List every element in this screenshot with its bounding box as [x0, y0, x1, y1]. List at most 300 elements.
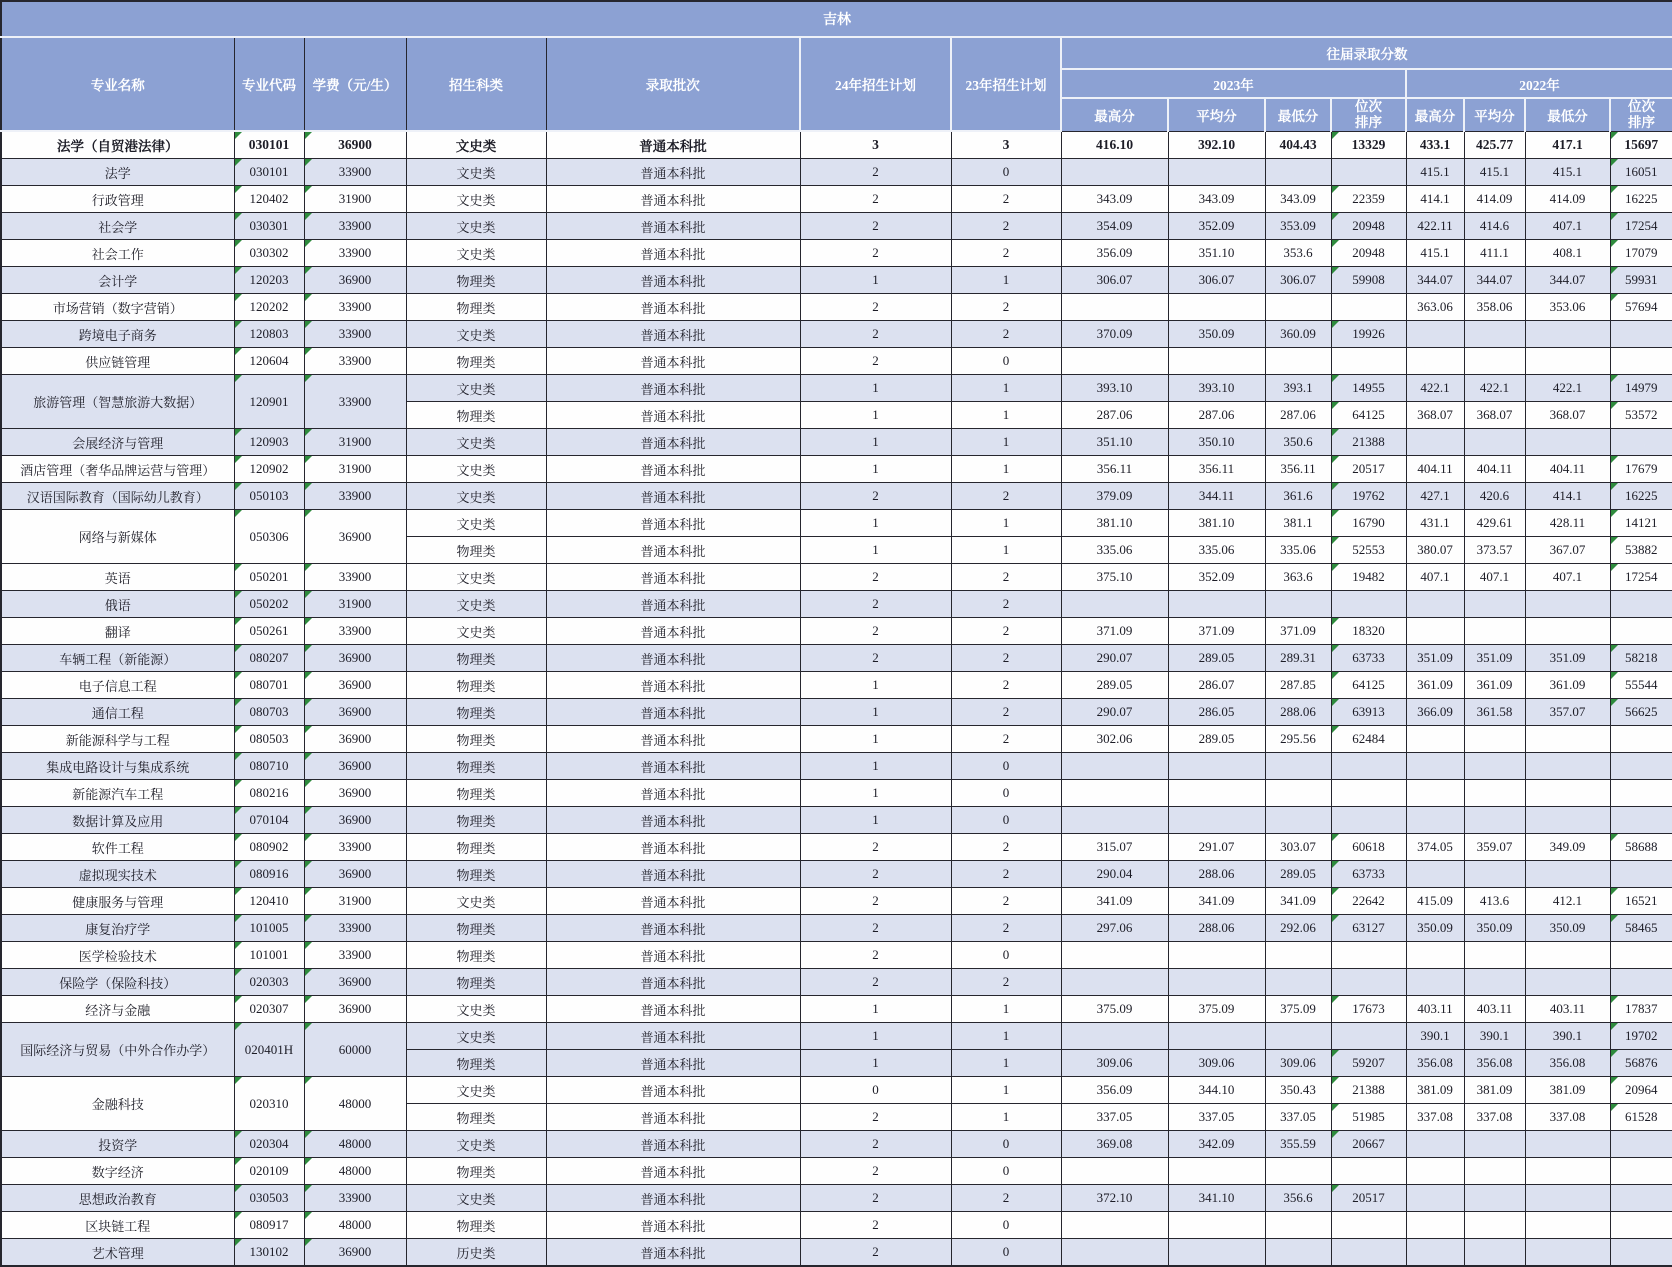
cell-plan24: 2 — [800, 591, 951, 618]
cell-2022-min: 428.11 — [1525, 510, 1610, 537]
table-row — [1, 780, 1672, 807]
cell-batch: 普通本科批 — [546, 213, 800, 240]
cell-2022-avg: 359.07 — [1464, 834, 1525, 861]
cell-category: 物理类 — [406, 969, 546, 996]
cell-batch: 普通本科批 — [546, 1104, 800, 1131]
cell-fee: 48000 — [304, 1158, 406, 1185]
cell-2022-max: 431.1 — [1406, 510, 1464, 537]
cell-major: 英语 — [1, 564, 234, 591]
cell-2022-min: 417.1 — [1525, 131, 1610, 159]
cell-fee: 33900 — [304, 564, 406, 591]
cell-plan24: 1 — [800, 699, 951, 726]
cell-major: 新能源汽车工程 — [1, 780, 234, 807]
col-header-2023-rank: 位次排序 — [1331, 98, 1406, 131]
cell-2023-rank: 63733 — [1331, 645, 1406, 672]
cell-plan23: 2 — [951, 1185, 1061, 1212]
cell-category: 物理类 — [406, 753, 546, 780]
cell-2022-max: 415.1 — [1406, 159, 1464, 186]
cell-2022-min — [1525, 1131, 1610, 1158]
table-body — [1, 131, 1672, 1266]
cell-category: 文史类 — [406, 240, 546, 267]
cell-code: 120901 — [234, 375, 304, 429]
cell-batch: 普通本科批 — [546, 780, 800, 807]
cell-major: 软件工程 — [1, 834, 234, 861]
cell-2023-min: 288.06 — [1265, 699, 1331, 726]
cell-fee: 36900 — [304, 645, 406, 672]
cell-2022-avg: 429.61 — [1464, 510, 1525, 537]
cell-code: 020310 — [234, 1077, 304, 1131]
table-row — [1, 213, 1672, 240]
cell-2023-avg: 306.07 — [1168, 267, 1265, 294]
cell-2022-min — [1525, 861, 1610, 888]
cell-fee: 36900 — [304, 807, 406, 834]
cell-code: 050306 — [234, 510, 304, 564]
cell-2023-min — [1265, 591, 1331, 618]
cell-2023-max: 341.09 — [1061, 888, 1168, 915]
cell-category: 物理类 — [406, 915, 546, 942]
cell-2023-rank: 59207 — [1331, 1050, 1406, 1077]
cell-2022-avg: 344.07 — [1464, 267, 1525, 294]
cell-2022-min — [1525, 1239, 1610, 1267]
cell-batch: 普通本科批 — [546, 456, 800, 483]
cell-code: 120803 — [234, 321, 304, 348]
cell-plan24: 1 — [800, 456, 951, 483]
cell-2022-min: 404.11 — [1525, 456, 1610, 483]
cell-2023-min — [1265, 1212, 1331, 1239]
cell-2023-min — [1265, 753, 1331, 780]
cell-2022-avg: 390.1 — [1464, 1023, 1525, 1050]
cell-2023-max: 369.08 — [1061, 1131, 1168, 1158]
cell-2023-min — [1265, 780, 1331, 807]
cell-major: 跨境电子商务 — [1, 321, 234, 348]
cell-2022-avg: 425.77 — [1464, 131, 1525, 159]
cell-2022-avg — [1464, 321, 1525, 348]
cell-major: 国际经济与贸易（中外合作办学） — [1, 1023, 234, 1077]
cell-2023-avg — [1168, 294, 1265, 321]
cell-2023-max — [1061, 780, 1168, 807]
cell-plan23: 1 — [951, 537, 1061, 564]
cell-2022-min — [1525, 348, 1610, 375]
col-header-2022-rank: 位次排序 — [1610, 98, 1672, 131]
cell-2023-rank — [1331, 1212, 1406, 1239]
cell-2022-avg — [1464, 780, 1525, 807]
cell-2022-min: 414.1 — [1525, 483, 1610, 510]
cell-2023-max — [1061, 1158, 1168, 1185]
table-row — [1, 348, 1672, 375]
cell-major: 通信工程 — [1, 699, 234, 726]
cell-2022-rank — [1610, 726, 1672, 753]
cell-2022-max: 403.11 — [1406, 996, 1464, 1023]
cell-plan24: 2 — [800, 888, 951, 915]
cell-2022-rank — [1610, 1158, 1672, 1185]
cell-plan24: 2 — [800, 915, 951, 942]
cell-category: 文史类 — [406, 1131, 546, 1158]
cell-plan23: 2 — [951, 618, 1061, 645]
cell-2022-rank: 17254 — [1610, 564, 1672, 591]
cell-2022-max — [1406, 1212, 1464, 1239]
cell-code: 120604 — [234, 348, 304, 375]
table-row — [1, 321, 1672, 348]
cell-2023-rank: 21388 — [1331, 429, 1406, 456]
cell-2022-rank — [1610, 591, 1672, 618]
cell-batch: 普通本科批 — [546, 834, 800, 861]
cell-code: 080216 — [234, 780, 304, 807]
cell-category: 文史类 — [406, 996, 546, 1023]
table-row — [1, 618, 1672, 645]
cell-category: 文史类 — [406, 375, 546, 402]
cell-fee: 31900 — [304, 591, 406, 618]
cell-2022-max — [1406, 1185, 1464, 1212]
cell-fee: 48000 — [304, 1212, 406, 1239]
cell-2022-min: 349.09 — [1525, 834, 1610, 861]
cell-2022-max — [1406, 618, 1464, 645]
cell-plan23: 1 — [951, 510, 1061, 537]
cell-2023-min: 356.11 — [1265, 456, 1331, 483]
cell-fee: 31900 — [304, 456, 406, 483]
cell-2023-min: 287.85 — [1265, 672, 1331, 699]
cell-plan23: 2 — [951, 888, 1061, 915]
cell-2022-max — [1406, 1131, 1464, 1158]
cell-code: 120902 — [234, 456, 304, 483]
cell-fee: 33900 — [304, 159, 406, 186]
cell-plan23: 0 — [951, 1212, 1061, 1239]
cell-2023-rank: 60618 — [1331, 834, 1406, 861]
cell-2023-avg — [1168, 942, 1265, 969]
cell-2022-avg: 381.09 — [1464, 1077, 1525, 1104]
cell-batch: 普通本科批 — [546, 510, 800, 537]
cell-batch: 普通本科批 — [546, 753, 800, 780]
table-row — [1, 699, 1672, 726]
cell-fee: 36900 — [304, 510, 406, 564]
cell-category: 物理类 — [406, 726, 546, 753]
cell-batch: 普通本科批 — [546, 1158, 800, 1185]
cell-2022-max: 366.09 — [1406, 699, 1464, 726]
cell-major: 法学 — [1, 159, 234, 186]
cell-plan24: 2 — [800, 1212, 951, 1239]
cell-2023-max — [1061, 969, 1168, 996]
cell-category: 文史类 — [406, 321, 546, 348]
cell-2023-rank: 52553 — [1331, 537, 1406, 564]
cell-category: 历史类 — [406, 1239, 546, 1267]
cell-2023-avg: 291.07 — [1168, 834, 1265, 861]
cell-plan24: 2 — [800, 834, 951, 861]
cell-2023-max: 375.10 — [1061, 564, 1168, 591]
cell-2023-min — [1265, 294, 1331, 321]
cell-code: 050103 — [234, 483, 304, 510]
cell-2022-avg: 337.08 — [1464, 1104, 1525, 1131]
cell-code: 050201 — [234, 564, 304, 591]
cell-2023-rank: 17673 — [1331, 996, 1406, 1023]
table-row — [1, 591, 1672, 618]
cell-plan24: 2 — [800, 942, 951, 969]
cell-2023-avg: 286.07 — [1168, 672, 1265, 699]
cell-plan23: 2 — [951, 861, 1061, 888]
cell-major: 网络与新媒体 — [1, 510, 234, 564]
cell-2022-avg — [1464, 753, 1525, 780]
cell-2023-rank: 21388 — [1331, 1077, 1406, 1104]
cell-2023-rank — [1331, 807, 1406, 834]
cell-2022-rank — [1610, 807, 1672, 834]
cell-2022-max — [1406, 1158, 1464, 1185]
cell-fee: 60000 — [304, 1023, 406, 1077]
cell-2022-max — [1406, 807, 1464, 834]
cell-2023-avg — [1168, 969, 1265, 996]
cell-plan23: 3 — [951, 131, 1061, 159]
cell-code: 101005 — [234, 915, 304, 942]
cell-fee: 33900 — [304, 294, 406, 321]
cell-category: 物理类 — [406, 294, 546, 321]
cell-plan24: 2 — [800, 645, 951, 672]
cell-major: 市场营销（数字营销） — [1, 294, 234, 321]
province-title: 吉林 — [1, 1, 1672, 37]
cell-batch: 普通本科批 — [546, 807, 800, 834]
cell-category: 文史类 — [406, 483, 546, 510]
cell-2023-avg: 288.06 — [1168, 915, 1265, 942]
cell-major: 汉语国际教育（国际幼儿教育） — [1, 483, 234, 510]
cell-plan24: 0 — [800, 1077, 951, 1104]
cell-plan23: 2 — [951, 564, 1061, 591]
cell-2023-min: 381.1 — [1265, 510, 1331, 537]
cell-2023-avg: 287.06 — [1168, 402, 1265, 429]
cell-major: 会计学 — [1, 267, 234, 294]
table-row — [1, 131, 1672, 159]
cell-2023-avg: 286.05 — [1168, 699, 1265, 726]
cell-2022-min — [1525, 780, 1610, 807]
cell-category: 文史类 — [406, 564, 546, 591]
cell-2023-avg — [1168, 753, 1265, 780]
cell-batch: 普通本科批 — [546, 1077, 800, 1104]
cell-2023-min: 306.07 — [1265, 267, 1331, 294]
cell-major: 金融科技 — [1, 1077, 234, 1131]
table-row — [1, 753, 1672, 780]
cell-2023-max: 290.07 — [1061, 645, 1168, 672]
cell-category: 物理类 — [406, 645, 546, 672]
cell-2022-rank: 56876 — [1610, 1050, 1672, 1077]
cell-2022-max: 407.1 — [1406, 564, 1464, 591]
cell-2022-min: 357.07 — [1525, 699, 1610, 726]
col-header-fee: 学费（元/生） — [304, 37, 406, 131]
cell-2022-max: 356.08 — [1406, 1050, 1464, 1077]
cell-2022-min — [1525, 726, 1610, 753]
cell-category: 物理类 — [406, 1104, 546, 1131]
cell-2022-max: 337.08 — [1406, 1104, 1464, 1131]
cell-plan24: 2 — [800, 240, 951, 267]
col-header-plan24: 24年招生计划 — [800, 37, 951, 131]
cell-2023-min — [1265, 1158, 1331, 1185]
cell-2022-rank: 61528 — [1610, 1104, 1672, 1131]
cell-2023-rank: 20948 — [1331, 213, 1406, 240]
cell-fee: 48000 — [304, 1077, 406, 1131]
cell-category: 文史类 — [406, 213, 546, 240]
cell-2022-rank: 17079 — [1610, 240, 1672, 267]
cell-major: 供应链管理 — [1, 348, 234, 375]
cell-2023-rank: 20948 — [1331, 240, 1406, 267]
cell-2023-max: 287.06 — [1061, 402, 1168, 429]
cell-code: 020109 — [234, 1158, 304, 1185]
cell-category: 物理类 — [406, 861, 546, 888]
cell-fee: 33900 — [304, 1185, 406, 1212]
cell-plan24: 2 — [800, 159, 951, 186]
cell-plan24: 2 — [800, 1131, 951, 1158]
cell-2022-avg — [1464, 1131, 1525, 1158]
cell-code: 080710 — [234, 753, 304, 780]
cell-category: 物理类 — [406, 267, 546, 294]
cell-plan23: 2 — [951, 672, 1061, 699]
cell-major: 社会学 — [1, 213, 234, 240]
cell-2022-avg — [1464, 942, 1525, 969]
cell-plan24: 1 — [800, 375, 951, 402]
cell-2023-avg: 375.09 — [1168, 996, 1265, 1023]
cell-2023-rank: 18320 — [1331, 618, 1406, 645]
cell-2022-rank: 59931 — [1610, 267, 1672, 294]
table-row — [1, 888, 1672, 915]
cell-major: 会展经济与管理 — [1, 429, 234, 456]
cell-code: 101001 — [234, 942, 304, 969]
cell-2023-avg — [1168, 1212, 1265, 1239]
cell-plan23: 0 — [951, 942, 1061, 969]
cell-2022-max: 380.07 — [1406, 537, 1464, 564]
cell-major: 数据计算及应用 — [1, 807, 234, 834]
cell-2023-min: 289.05 — [1265, 861, 1331, 888]
cell-category: 文史类 — [406, 591, 546, 618]
cell-2023-max: 416.10 — [1061, 131, 1168, 159]
cell-fee: 36900 — [304, 267, 406, 294]
cell-batch: 普通本科批 — [546, 429, 800, 456]
cell-2023-min — [1265, 348, 1331, 375]
cell-2022-rank — [1610, 753, 1672, 780]
cell-major: 行政管理 — [1, 186, 234, 213]
cell-2023-rank: 64125 — [1331, 402, 1406, 429]
cell-2023-rank: 64125 — [1331, 672, 1406, 699]
cell-2023-max: 290.07 — [1061, 699, 1168, 726]
cell-plan24: 1 — [800, 726, 951, 753]
cell-2022-avg: 373.57 — [1464, 537, 1525, 564]
cell-plan23: 2 — [951, 240, 1061, 267]
cell-2023-max: 370.09 — [1061, 321, 1168, 348]
table-row — [1, 645, 1672, 672]
cell-2023-max — [1061, 1212, 1168, 1239]
col-header-category: 招生科类 — [406, 37, 546, 131]
cell-2023-avg — [1168, 591, 1265, 618]
cell-2023-rank — [1331, 969, 1406, 996]
cell-2022-max: 368.07 — [1406, 402, 1464, 429]
cell-2022-max: 415.1 — [1406, 240, 1464, 267]
cell-2022-rank: 16225 — [1610, 186, 1672, 213]
cell-major: 法学（自贸港法律） — [1, 131, 234, 159]
cell-category: 文史类 — [406, 888, 546, 915]
cell-batch: 普通本科批 — [546, 159, 800, 186]
cell-2022-avg: 361.58 — [1464, 699, 1525, 726]
cell-2023-rank: 20517 — [1331, 1185, 1406, 1212]
cell-code: 080916 — [234, 861, 304, 888]
cell-2022-avg — [1464, 726, 1525, 753]
cell-2023-rank — [1331, 159, 1406, 186]
cell-2022-rank: 58465 — [1610, 915, 1672, 942]
cell-2023-min: 287.06 — [1265, 402, 1331, 429]
cell-plan23: 1 — [951, 429, 1061, 456]
cell-plan23: 2 — [951, 483, 1061, 510]
cell-2022-min: 408.1 — [1525, 240, 1610, 267]
cell-2022-max: 381.09 — [1406, 1077, 1464, 1104]
cell-2022-min: 368.07 — [1525, 402, 1610, 429]
cell-2022-avg: 404.11 — [1464, 456, 1525, 483]
cell-2022-avg — [1464, 807, 1525, 834]
cell-category: 物理类 — [406, 537, 546, 564]
cell-2022-rank: 14979 — [1610, 375, 1672, 402]
cell-2023-rank: 63127 — [1331, 915, 1406, 942]
cell-fee: 33900 — [304, 942, 406, 969]
cell-plan24: 2 — [800, 294, 951, 321]
cell-2023-min — [1265, 1239, 1331, 1267]
cell-2023-max — [1061, 591, 1168, 618]
cell-2022-rank: 57694 — [1610, 294, 1672, 321]
cell-plan23: 0 — [951, 807, 1061, 834]
cell-plan23: 1 — [951, 1023, 1061, 1050]
cell-2022-min: 367.07 — [1525, 537, 1610, 564]
table-row — [1, 726, 1672, 753]
cell-2023-max — [1061, 1023, 1168, 1050]
table-row — [1, 1239, 1672, 1267]
cell-2023-min: 350.6 — [1265, 429, 1331, 456]
cell-2022-avg — [1464, 591, 1525, 618]
cell-batch: 普通本科批 — [546, 348, 800, 375]
table-row — [1, 996, 1672, 1023]
col-header-plan23: 23年招生计划 — [951, 37, 1061, 131]
cell-2023-avg: 344.10 — [1168, 1077, 1265, 1104]
cell-2023-avg — [1168, 1158, 1265, 1185]
cell-2023-max: 309.06 — [1061, 1050, 1168, 1077]
cell-2023-min — [1265, 969, 1331, 996]
cell-2023-max: 302.06 — [1061, 726, 1168, 753]
cell-2023-min: 371.09 — [1265, 618, 1331, 645]
cell-2022-max — [1406, 780, 1464, 807]
cell-code: 030302 — [234, 240, 304, 267]
cell-2023-rank: 13329 — [1331, 131, 1406, 159]
cell-plan23: 1 — [951, 1050, 1061, 1077]
cell-2023-avg: 288.06 — [1168, 861, 1265, 888]
cell-2023-min — [1265, 807, 1331, 834]
col-header-2022-avg: 平均分 — [1464, 98, 1525, 131]
cell-2023-rank: 51985 — [1331, 1104, 1406, 1131]
cell-2022-max — [1406, 969, 1464, 996]
cell-2023-rank: 63913 — [1331, 699, 1406, 726]
table-row — [1, 942, 1672, 969]
cell-code: 020303 — [234, 969, 304, 996]
cell-2023-avg: 352.09 — [1168, 564, 1265, 591]
cell-2023-max: 289.05 — [1061, 672, 1168, 699]
table-row — [1, 159, 1672, 186]
cell-2023-avg: 350.09 — [1168, 321, 1265, 348]
cell-2022-rank: 17837 — [1610, 996, 1672, 1023]
cell-batch: 普通本科批 — [546, 645, 800, 672]
cell-fee: 33900 — [304, 348, 406, 375]
cell-2022-rank — [1610, 1212, 1672, 1239]
cell-plan23: 1 — [951, 375, 1061, 402]
cell-2022-max — [1406, 942, 1464, 969]
cell-major: 思想政治教育 — [1, 1185, 234, 1212]
cell-fee: 36900 — [304, 861, 406, 888]
cell-plan24: 2 — [800, 321, 951, 348]
cell-2022-rank: 16051 — [1610, 159, 1672, 186]
cell-2022-min: 422.1 — [1525, 375, 1610, 402]
cell-2022-avg: 420.6 — [1464, 483, 1525, 510]
cell-fee: 33900 — [304, 483, 406, 510]
cell-2022-max: 361.09 — [1406, 672, 1464, 699]
cell-2022-min: 361.09 — [1525, 672, 1610, 699]
cell-plan24: 1 — [800, 1050, 951, 1077]
cell-2022-max — [1406, 753, 1464, 780]
cell-plan24: 1 — [800, 537, 951, 564]
